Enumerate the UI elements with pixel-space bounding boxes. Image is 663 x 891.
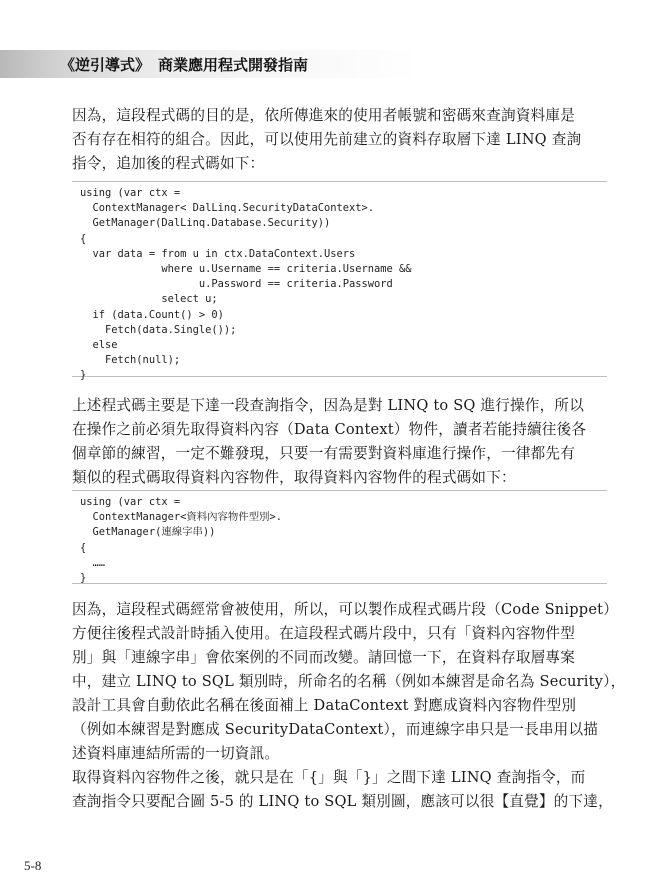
paragraph-3: [72, 598, 626, 766]
text-line: 取得資料內容物件之後，就只是在「{」與「}」之間下達 LINQ 查詢指令，而: [72, 769, 586, 786]
code-line: ContextManager<資料內容物件型別>.: [80, 511, 282, 524]
code-line: var data = from u in ctx.DataContext.Users: [80, 247, 356, 260]
code-line: GetManager(DalLinq.Database.Security)): [80, 217, 331, 230]
code-line: }: [80, 571, 87, 584]
code-block-1: [72, 181, 607, 382]
code-line: ……: [80, 556, 106, 569]
paragraph-1: [72, 104, 612, 176]
code-line: if (data.Count() > 0): [80, 308, 224, 321]
code-line: Fetch(null);: [80, 354, 181, 367]
page-number: 5-8: [24, 858, 42, 873]
code-line: {: [80, 232, 87, 245]
code-line: GetManager(連線字串)): [80, 526, 216, 539]
text-line: 因為，這段程式碼的目的是，依所傳進來的使用者帳號和密碼來查詢資料庫是: [72, 107, 575, 124]
text-line: 述資料庫連結所需的一切資訊。: [72, 745, 280, 762]
running-header: [60, 55, 308, 75]
text-line: 查詢指令只要配合圖 5-5 的 LINQ to SQL 類別圖，應該可以很【直覺】的下達，: [72, 793, 613, 810]
text-line: 個章節的練習，一定不難發現，只要一有需要對資料庫進行操作，一律都先有: [72, 445, 575, 462]
text-line: 否有存在相符的組合。因此，可以使用先前建立的資料存取層下達 LINQ 查詢: [72, 131, 582, 148]
code-line: using (var ctx =: [80, 187, 181, 199]
code-line: }: [80, 369, 87, 382]
text-line: 指令，追加後的程式碼如下：: [72, 155, 265, 172]
code-line: using (var ctx =: [80, 496, 181, 508]
text-line: 方便往後程式設計時插入使用。在這段程式碼片段中，只有「資料內容物件型: [72, 625, 575, 642]
code-block-2: [72, 490, 607, 584]
code-line: Fetch(data.Single());: [80, 323, 237, 336]
paragraph-4: [72, 766, 612, 814]
code-line: else: [80, 338, 118, 351]
code-line: u.Password == criteria.Password: [80, 278, 393, 291]
text-line: （例如本練習是對應成 SecurityDataContext），而連線字串只是一長串用以描: [72, 721, 599, 738]
text-line: 上述程式碼主要是下達一段查詢指令，因為是對 LINQ to SQ 進行操作，所以: [72, 397, 584, 414]
text-line: 中，建立 LINQ to SQL 類別時，所命名的名稱（例如本練習是命名為 Security），: [72, 673, 626, 690]
book-title: 《逆引導式》: [60, 56, 151, 74]
text-line: 設計工具會自動依此名稱在後面補上 DataContext 對應成資料內容物件型別: [72, 697, 577, 714]
text-line: 別」與「連線字串」會依案例的不同而改變。請回憶一下，在資料存取層專案: [72, 649, 575, 666]
code-line: where u.Username == criteria.Username &&: [80, 262, 412, 275]
code-line: {: [80, 541, 87, 554]
text-line: 類似的程式碼取得資料內容物件，取得資料內容物件的程式碼如下：: [72, 469, 516, 486]
code-line: ContextManager< DalLinq.SecurityDataContext>.: [80, 202, 375, 215]
text-line: 因為，這段程式碼經常會被使用，所以，可以製作成程式碼片段（Code Snippet）: [72, 601, 619, 618]
code-line: select u;: [80, 293, 218, 306]
paragraph-2: [72, 394, 612, 490]
text-line: 在操作之前必須先取得資料內容（Data Context）物件，讀者若能持續往後各: [72, 421, 587, 438]
book-subtitle: 商業應用程式開發指南: [158, 56, 309, 74]
